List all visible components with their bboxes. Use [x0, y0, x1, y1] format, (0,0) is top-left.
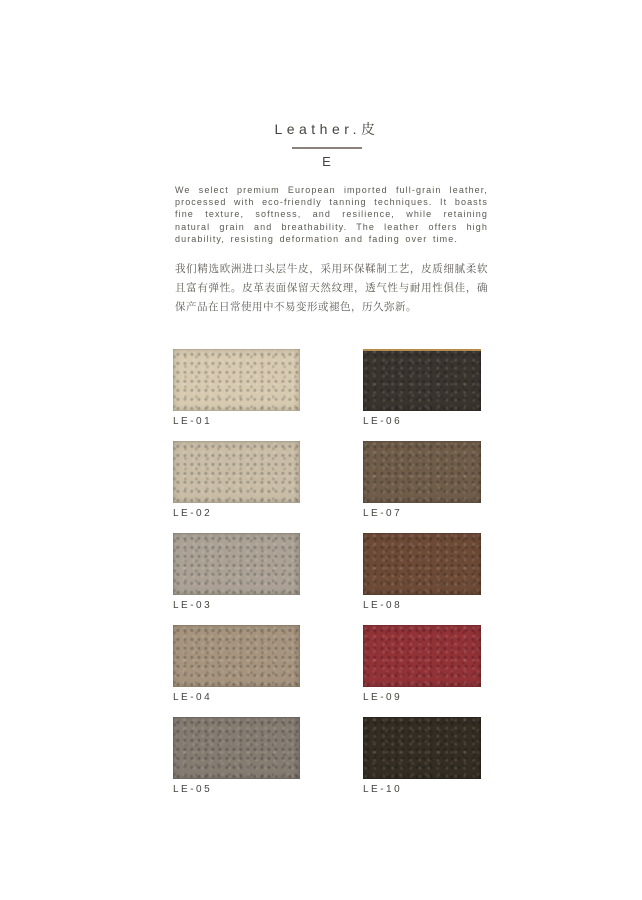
sample-edge-strip: [363, 349, 481, 351]
leather-sample-image: [363, 441, 481, 503]
leather-sample-image: [173, 533, 300, 595]
swatch-le-07: [363, 441, 481, 519]
swatch-le-10: [363, 717, 481, 795]
swatch-grid: [173, 349, 482, 809]
leather-sample-image: [173, 717, 300, 779]
leather-sample-image: [363, 717, 481, 779]
page-header: [167, 119, 487, 169]
swatch-le-08: [363, 533, 481, 611]
leather-sample-image: [363, 533, 481, 595]
title-divider: [292, 147, 362, 149]
swatch-label: LE-06: [363, 416, 403, 427]
swatch-le-05: [173, 717, 300, 795]
leather-sample-image: [363, 625, 481, 687]
swatch-label: LE-02: [173, 508, 213, 519]
leather-sample-image: [173, 349, 300, 411]
leather-sample-image: [173, 441, 300, 503]
swatch-label: LE-01: [173, 416, 213, 427]
swatch-label: LE-09: [363, 692, 403, 703]
swatch-label: LE-10: [363, 784, 403, 795]
page-title: Leather.皮: [274, 121, 380, 137]
swatch-label: LE-08: [363, 600, 403, 611]
swatch-le-01: [173, 349, 300, 427]
leather-sample-image: [363, 349, 481, 411]
swatch-le-06: [363, 349, 481, 427]
swatch-le-03: [173, 533, 300, 611]
swatch-le-09: [363, 625, 481, 703]
description-chinese: 我们精选欧洲进口头层牛皮，采用环保鞣制工艺，皮质细腻柔软且富有弹性。皮革表面保留天然纹理，透气性与耐用性俱佳，确保产品在日常使用中不易变形或褪色，历久弥新。: [175, 263, 488, 313]
swatch-le-02: [173, 441, 300, 519]
swatch-label: LE-05: [173, 784, 213, 795]
leather-sample-image: [173, 625, 300, 687]
swatch-label: LE-03: [173, 600, 213, 611]
swatch-label: LE-07: [363, 508, 403, 519]
swatch-label: LE-04: [173, 692, 213, 703]
series-letter: E: [322, 154, 332, 169]
description-english: We select premium European imported full-grain leather, processed with eco-friendly tanning techniques. It boasts fine texture, softness, and resilience, while retaining natural grain and breathability. The leather offers high durability, resisting deformation and fading over time.: [175, 185, 488, 244]
swatch-le-04: [173, 625, 300, 703]
